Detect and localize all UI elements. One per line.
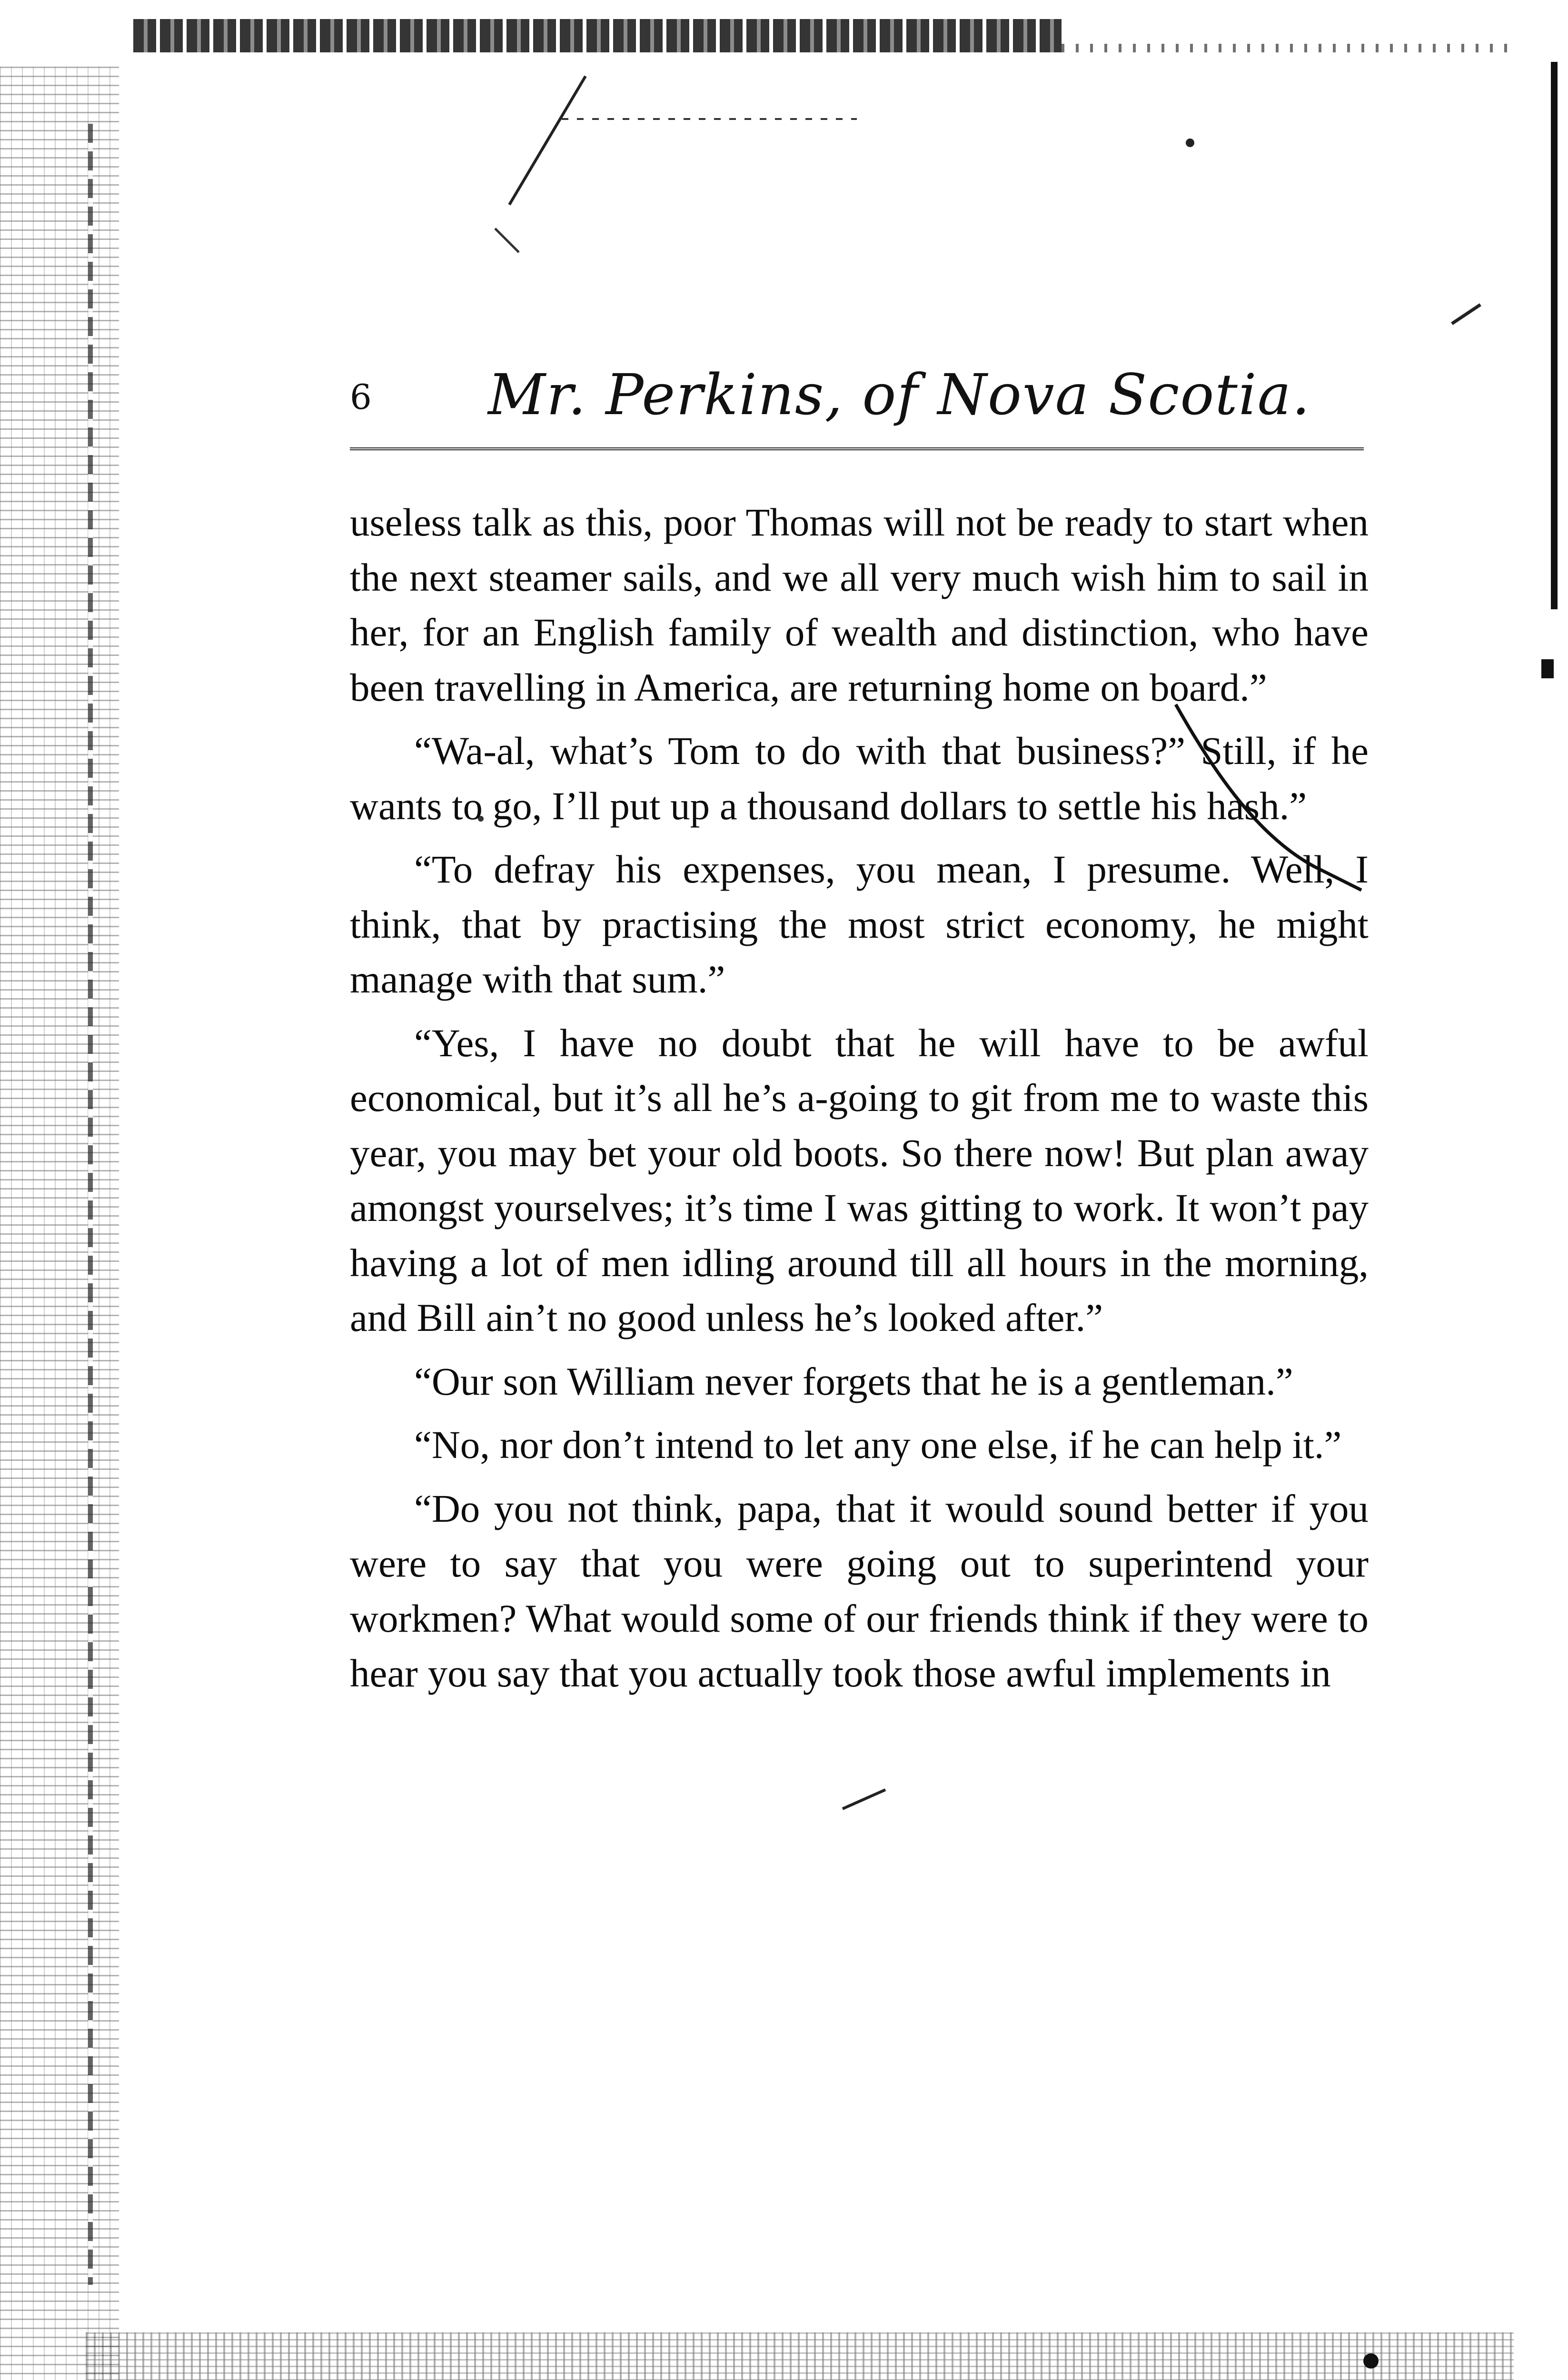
paragraph: “Yes, I have no doubt that he will have to be awful economical, but it’s all he’s a-going to git from me to waste this year, you may bet your old boots. So there now! But plan away amongst yourselves; it’s time I was gitting to work. It won’t pay having a lot of men idling around till all hours in the morning, and Bill ain’t no good unless he’s looked after.” <box>350 1021 1369 1339</box>
running-title: Mr. Perkins, of Nova Scotia. <box>488 362 1311 427</box>
paragraph: “No, nor don’t intend to let any one else, if he can help it.” <box>414 1423 1342 1467</box>
paragraph: “Our son William never forgets that he is a gentleman.” <box>414 1359 1293 1403</box>
ink-dot-top <box>1186 139 1194 147</box>
paragraph: useless talk as this, poor Thomas will not be ready to start when the next steamer sails, and we all very much wish him to sail in her, for an English family of wealth and distinction, who have been travelling in America, are returning home on board.” <box>350 500 1369 709</box>
pen-tick-middle <box>843 1790 885 1809</box>
body-text <box>350 495 1369 1701</box>
paragraph: “Wa-al, what’s Tom to do with that business?” Still, if he wants to go, I’ll put up a thousand dollars to settle his hash.” <box>350 729 1369 828</box>
running-head <box>350 362 1373 433</box>
pen-stroke-top-left <box>509 76 586 205</box>
pen-tick-right-margin <box>1452 305 1480 324</box>
ink-dot-bottom-right <box>1363 2353 1379 2369</box>
paragraph: “Do you not think, papa, that it would sound better if you were to say that you were going out to superintend your workmen? What would some of our friends think if they were to hear you say that you actually took those awful implements in <box>350 1486 1369 1695</box>
paragraph: “To defray his expenses, you mean, I presume. Well, I think, that by practising the most strict economy, he might manage with that sum.” <box>350 847 1369 1001</box>
pen-tick-left <box>495 228 519 252</box>
header-rule <box>350 447 1364 454</box>
page-number: 6 <box>350 377 372 417</box>
